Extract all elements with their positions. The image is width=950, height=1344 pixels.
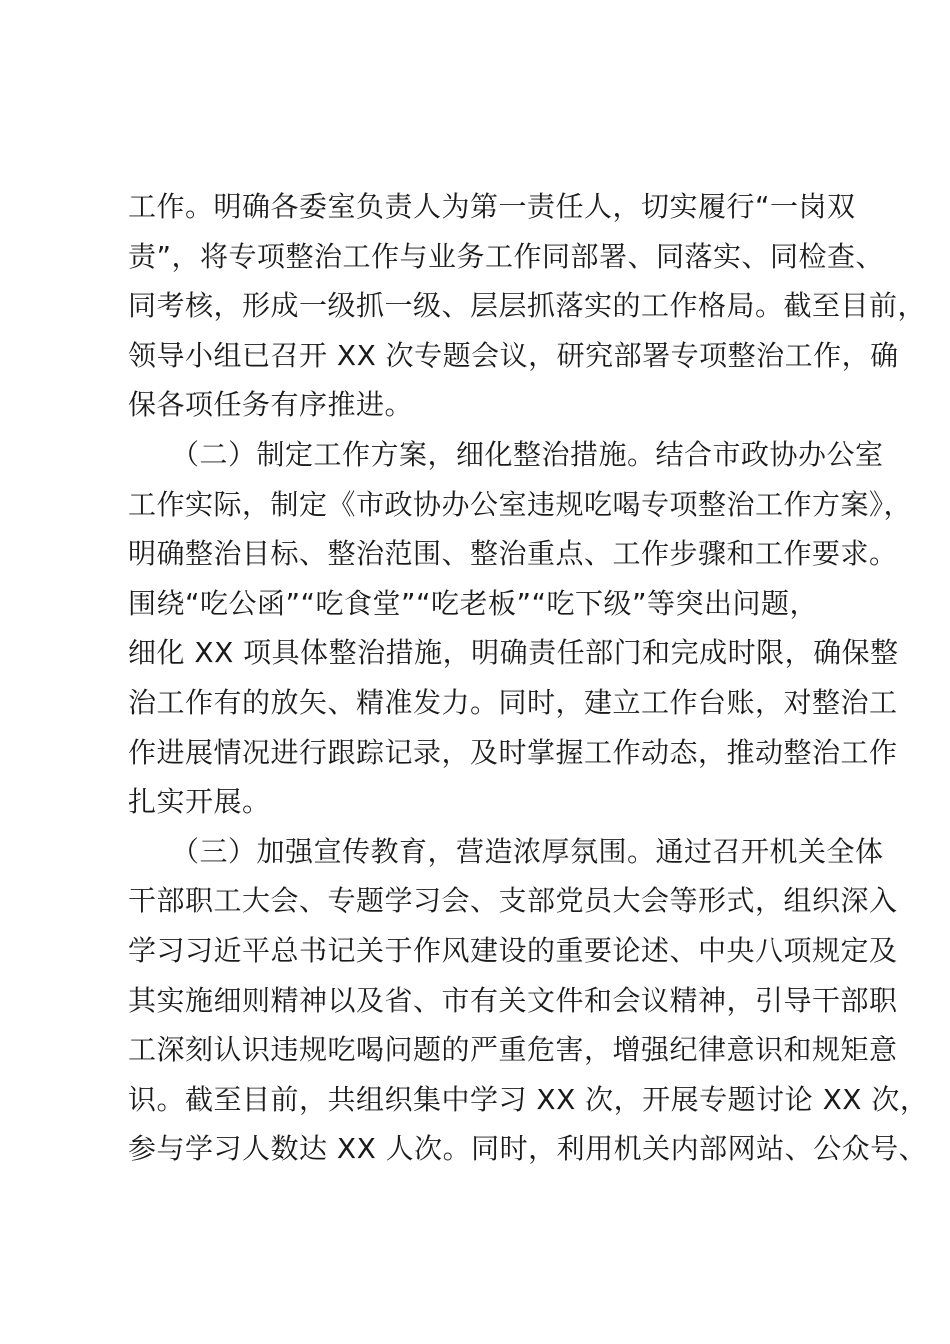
text-line: 同考核，形成一级抓一级、层层抓落实的工作格局。截至目前， <box>128 289 927 323</box>
text-line: 识。截至目前，共组织集中学习 XX 次，开展专题讨论 XX 次， <box>128 1082 929 1116</box>
text-line: 细化 XX 项具体整治措施，明确责任部门和完成时限，确保整 <box>128 636 899 670</box>
text-line: 工作实际，制定《市政协办公室违规吃喝专项整治工作方案》， <box>128 487 913 521</box>
body-text <box>128 182 929 1174</box>
text-line: 工作。明确各委室负责人为第一责任人，切实履行“一岗双 <box>128 190 856 223</box>
text-line: 参与学习人数达 XX 人次。同时，利用机关内部网站、公众号、 <box>128 1132 928 1166</box>
text-line: 工深刻认识违规吃喝问题的严重危害，增强纪律意识和规矩意 <box>128 1033 898 1067</box>
text-line: 责”，将专项整治工作与业务工作同部署、同落实、同检查、 <box>128 239 885 273</box>
text-line: 治工作有的放矢、精准发力。同时，建立工作台账，对整治工 <box>128 685 898 719</box>
text-line: 保各项任务有序推进。 <box>128 388 414 422</box>
text-line: 领导小组已召开 XX 次专题会议，研究部署专项整治工作，确 <box>128 338 899 372</box>
text-line: 作进展情况进行跟踪记录，及时掌握工作动态，推动整治工作 <box>128 735 898 769</box>
text-line: 明确整治目标、整治范围、整治重点、工作步骤和工作要求。 <box>128 537 898 571</box>
text-line: （二）制定工作方案，细化整治措施。结合市政协办公室 <box>128 437 884 471</box>
text-line: （三）加强宣传教育，营造浓厚氛围。通过召开机关全体 <box>128 834 884 868</box>
text-line: 其实施细则精神以及省、市有关文件和会议精神，引导干部职 <box>128 983 898 1017</box>
text-line: 扎实开展。 <box>128 785 271 819</box>
text-line: 围绕“吃公函”“吃食堂”“吃老板”“吃下级”等突出问题， <box>128 586 819 620</box>
text-line: 学习习近平总书记关于作风建设的重要论述、中央八项规定及 <box>128 933 898 967</box>
text-line: 干部职工大会、专题学习会、支部党员大会等形式，组织深入 <box>128 884 898 918</box>
